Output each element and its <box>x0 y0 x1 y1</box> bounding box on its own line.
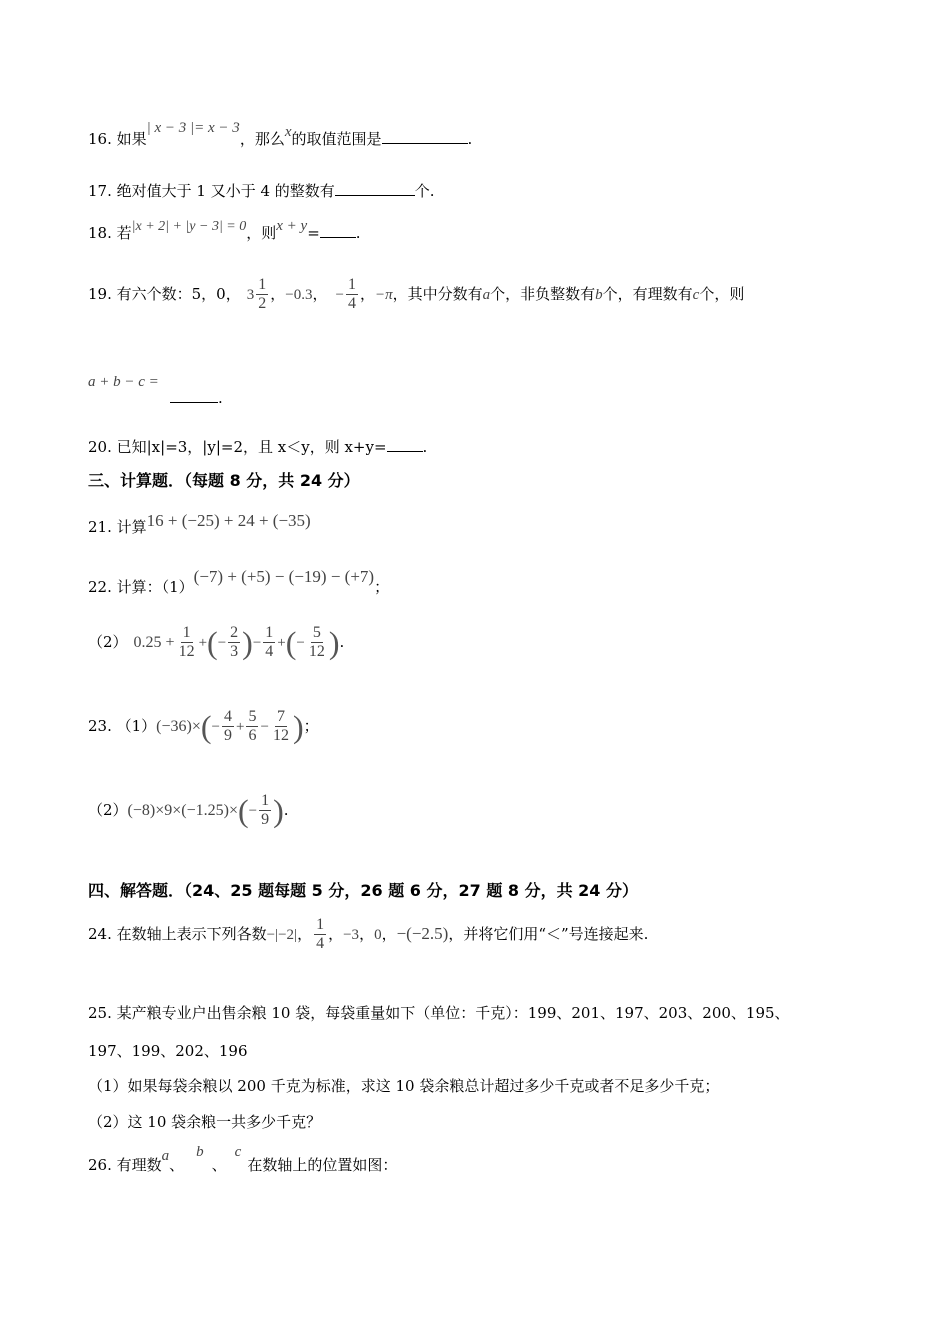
answer-blank <box>382 129 468 144</box>
question-25-part-2: （2）这 10 袋余粮一共多少千克？ <box>88 1113 322 1131</box>
fraction: $\frac{1}{4}$ <box>347 276 356 313</box>
math-expression: (−7) + (+5) − (−19) − (+7) <box>193 567 375 586</box>
math-expression: | x − 3 |= x − 3 <box>146 120 240 136</box>
fraction: $\frac{5}{12}$ <box>308 624 325 661</box>
fraction: $\frac{1}{4}$ <box>316 916 325 953</box>
question-25-continuation: 197、199、202、196 <box>88 1042 248 1060</box>
fraction: $\frac{2}{3}$ <box>230 624 239 661</box>
question-19: 19. 有六个数：5，0， 3 $\frac{1}{2}$ ，−0.3， − $\frac{1}{4}$ ，−π，其中分数有a个，非负整数有b个，有理数有c个，则 <box>88 276 745 313</box>
question-23-part-2: （2）(−8)×9×(−1.25)×(− $\frac{1}{9}$ ). <box>88 792 289 829</box>
fraction: $\frac{1}{2}$ <box>258 276 267 313</box>
fraction: $\frac{1}{4}$ <box>265 624 274 661</box>
question-25-part-1: （1）如果每袋余粮以 200 千克为标准，求这 10 袋余粮总计超过多少千克或者不足多少千克； <box>88 1077 720 1095</box>
fraction: $\frac{7}{12}$ <box>272 708 289 745</box>
fraction: $\frac{5}{6}$ <box>248 708 257 745</box>
question-18: 18. 若|x + 2| + |y − 3| = 0，则x + y= . <box>88 218 361 242</box>
section-4-heading: 四、解答题．（24、25 题每题 5 分，26 题 6 分，27 题 8 分，共 24 分） <box>88 881 639 900</box>
answer-blank <box>335 181 415 196</box>
question-22-part-2: （2） 0.25 + $\frac{1}{12}$ +(− $\frac{2}{3}$ )− $\frac{1}{4}$ +(− $\frac{5}{12}$ ). <box>88 624 345 661</box>
fraction: $\frac{1}{12}$ <box>178 624 195 661</box>
question-20: 20. 已知|x|=3，|y|=2，且 x＜y，则 x+y= . <box>88 438 428 456</box>
answer-line: . <box>170 388 223 407</box>
question-16: 16. 如果| x − 3 |= x − 3，那么x的取值范围是 . <box>88 120 473 148</box>
section-3-heading: 三、计算题．（每题 8 分，共 24 分） <box>88 471 360 490</box>
question-26: 26. 有理数a、b、c在数轴上的位置如图： <box>88 1144 398 1174</box>
question-24: 24. 在数轴上表示下列各数−|−2|， $\frac{1}{4}$ ，−3，0，−(−2.5)，并将它们用“＜”号连接起来. <box>88 916 649 953</box>
math-expression: a + b − c = <box>88 374 159 390</box>
answer-blank <box>320 223 356 238</box>
question-25: 25. 某产粮专业户出售余粮 10 袋，每袋重量如下（单位：千克）：199、201、197、203、200、195、 <box>88 1004 790 1022</box>
question-17: 17. 绝对值大于 1 又小于 4 的整数有 个. <box>88 182 435 200</box>
question-21: 21. 计算16 + (−25) + 24 + (−35) <box>88 511 311 536</box>
answer-blank <box>170 388 218 403</box>
math-expression: |x + 2| + |y − 3| = 0 <box>131 219 247 234</box>
answer-blank <box>387 437 423 452</box>
question-22: 22. 计算：（1）(−7) + (+5) − (−19) − (+7)； <box>88 567 390 596</box>
fraction: $\frac{4}{9}$ <box>224 708 232 745</box>
question-23: 23. （1）(−36)×(− $\frac{4}{9}$ + $\frac{5}{6}$ − $\frac{7}{12}$ )； <box>88 708 319 745</box>
fraction: $\frac{1}{9}$ <box>261 792 270 829</box>
math-expression: 16 + (−25) + 24 + (−35) <box>146 511 311 530</box>
question-19-continuation <box>88 372 159 391</box>
